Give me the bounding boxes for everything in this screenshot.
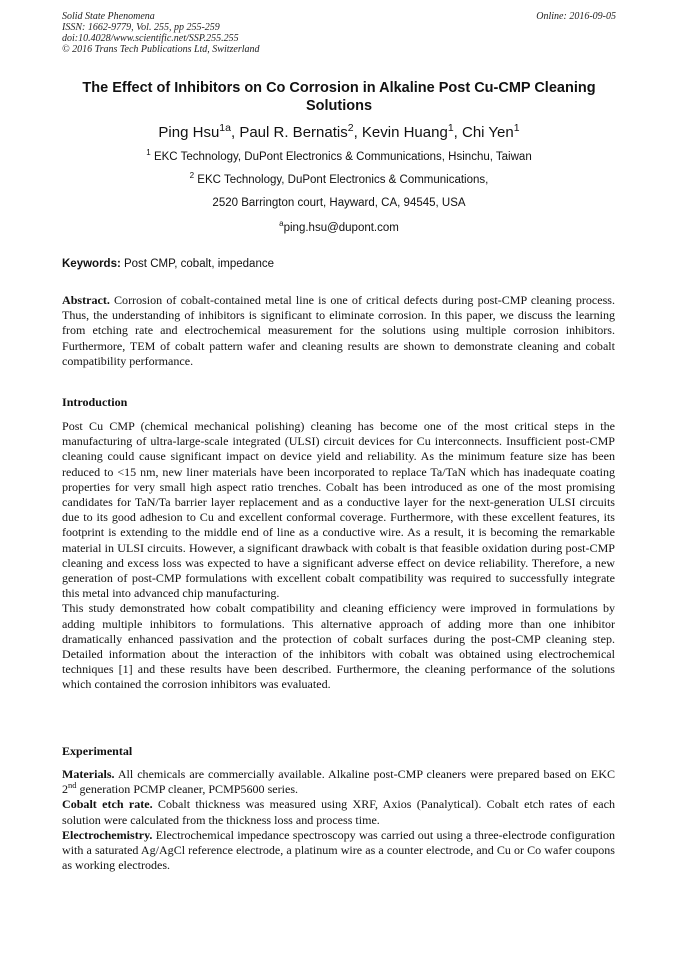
etch-rate-paragraph xyxy=(62,797,615,827)
author-name: Chi Yen xyxy=(462,124,514,141)
abstract-paragraph xyxy=(62,293,615,369)
affiliation-1 xyxy=(62,148,616,163)
introduction-body xyxy=(62,419,615,693)
affiliation-2-sup: 2 xyxy=(189,171,195,181)
abstract-label: Abstract. xyxy=(62,293,110,307)
author-sup: 1 xyxy=(513,122,520,134)
author-name: Ping Hsu xyxy=(158,124,220,141)
introduction-paragraph-1: Post Cu CMP (chemical mechanical polishing) cleaning has become one of the most critical steps in the manufacturing of ultra-large-scale integrated (ULSI) circuit devices for Cu interconnects. Insufficient post-CMP cleaning could cause significant impact on device yield and reliability. As the minimum feature size has been reduced to <15 nm, new liner materials have been incorporated to replace Ta/TaN which has inadequate coating properties for very small high aspect ratio trenches. Cobalt has been introduced as one of the most promising candidates for TaN/Ta barrier layer replacement and as a conductive layer for the next-generation ULSI circuits due to its good adhesion to Cu and excellent conformal coverage. Furthermore, with these excellent features, its footprint is extending to the middle end of line as a conductive wire. As a result, it is becoming the remarkable material in ULSI circuits. However, a significant drawback with cobalt is that feasible oxidation during post-CMP cleaning and excess loss was expected to have a significant adverse effect on device reliability. Therefore, a new generation of post-CMP formulations with excellent cobalt compatibility was required to successfully integrate this metal into advanced chip manufacturing. xyxy=(62,419,615,601)
author-sep: , xyxy=(353,124,362,141)
experimental-heading: Experimental xyxy=(62,744,133,758)
materials-label: Materials. xyxy=(62,767,115,781)
materials-text-a: All chemicals are commercially available. Alkaline post-CMP cleaners were prepared based on EKC 2 xyxy=(62,767,615,797)
abstract-text: Corrosion of cobalt-contained metal line is one of critical defects during post-CMP cleaning process. Thus, the understanding of inhibitors is significant to eliminate corrosion. In this paper, we discuss the learning from etching rate and electrochemical measurement for the solutions using multiple corrosion inhibitors. Furthermore, TEM of cobalt pattern wafer and cleaning results are shown to demonstrate cleaning and cobalt compatibility performance. xyxy=(62,293,615,368)
author-email xyxy=(62,219,616,234)
affiliation-1-sup: 1 xyxy=(146,148,151,158)
affiliation-2 xyxy=(62,171,616,186)
author-sup: 1a xyxy=(219,122,231,134)
electrochemistry-text: Electrochemical impedance spectroscopy was carried out using a three-electrode configuration with a saturated Ag/AgCl reference electrode, a platinum wire as a counter electrode, and Cu or Co wafer coupons as working electrodes. xyxy=(62,827,615,873)
materials-paragraph xyxy=(62,767,615,797)
affiliation-address: 2520 Barrington court, Hayward, CA, 94545, USA xyxy=(212,197,466,209)
experimental-body xyxy=(62,767,615,873)
etch-rate-label: Cobalt etch rate. xyxy=(62,797,153,812)
keywords-text: Post CMP, cobalt, impedance xyxy=(120,258,274,270)
online-date-text: Online: 2016-09-05 xyxy=(536,11,616,22)
email-link[interactable]: ping.hsu@dupont.com xyxy=(283,222,399,234)
electrochemistry-paragraph xyxy=(62,828,615,874)
doi-line: doi:10.4028/www.scientific.net/SSP.255.255 xyxy=(62,33,239,44)
abstract xyxy=(62,293,615,369)
online-date xyxy=(536,11,616,22)
materials-text-b: generation PCMP cleaner, PCMP5600 series. xyxy=(76,782,299,797)
journal-name: Solid State Phenomena xyxy=(62,11,155,22)
etch-rate-text: Cobalt thickness was measured using XRF, Axios (Panalytical). Cobalt etch rates of each solution were calculated from the thickness loss and process time. xyxy=(62,797,615,827)
author-sup: 2 xyxy=(347,122,354,134)
materials-sup: nd xyxy=(68,780,77,791)
author-list xyxy=(62,124,616,141)
author-name: Kevin Huang xyxy=(361,124,448,141)
email-sup: a xyxy=(279,219,284,229)
journal-header xyxy=(62,11,260,55)
paper-title: The Effect of Inhibitors on Co Corrosion in Alkaline Post Cu-CMP Cleaning Solutions xyxy=(82,80,596,114)
keywords xyxy=(62,258,616,270)
copyright-line: © 2016 Trans Tech Publications Ltd, Switzerland xyxy=(62,44,260,55)
author-sup: 1 xyxy=(447,122,454,134)
affiliation-1-text: EKC Technology, DuPont Electronics & Communications, Hsinchu, Taiwan xyxy=(150,151,532,163)
author-name: Paul R. Bernatis xyxy=(239,124,348,141)
affiliation-2-text: EKC Technology, DuPont Electronics & Communications, xyxy=(194,174,489,186)
issn-line: ISSN: 1662-9779, Vol. 255, pp 255-259 xyxy=(62,22,220,33)
author-sep: , xyxy=(453,124,462,141)
electrochemistry-label: Electrochemistry. xyxy=(62,827,153,842)
author-sep: , xyxy=(230,124,240,141)
keywords-label: Keywords: xyxy=(62,258,121,270)
introduction-heading: Introduction xyxy=(62,395,128,409)
introduction-paragraph-2: This study demonstrated how cobalt compatibility and cleaning efficiency were improved in formulations by adding multiple inhibitors to formulations. This alternative approach of adding more than one inhibitor dramatically enhanced passivation and the protection of cobalt surfaces during the post-CMP cleaning step. Detailed information about the interaction of the inhibitors with cobalt was obtained using electrochemical techniques [1] and these results have been described. Furthermore, the cleaning performance of the solutions which contained the corrosion inhibitors was evaluated. xyxy=(62,601,615,692)
